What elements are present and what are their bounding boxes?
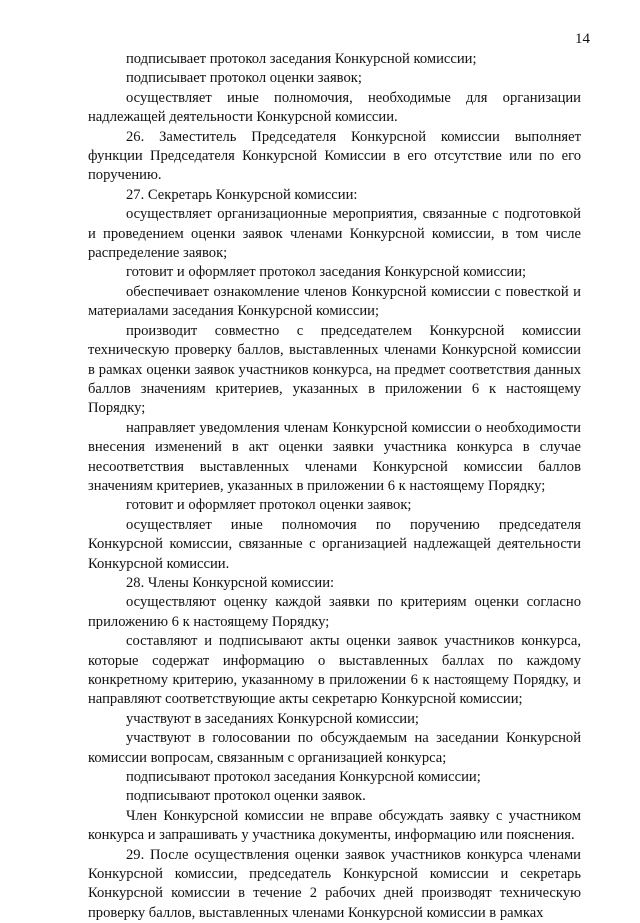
paragraph: подписывает протокол заседания Конкурсной комиссии; [126,51,477,67]
paragraph: Член Конкурсной комиссии не вправе обсуждать заявку с участником конкурса и запрашивать у участника документы, информацию или пояснения. [88,807,581,844]
paragraph: 26. Заместитель Председателя Конкурсной комиссии выполняет функции Председателя Конкурсной Комиссии в его отсутствие или по его поручению. [88,128,581,184]
paragraph: осуществляет организационные мероприятия, связанные с подготовкой и проведением оценки заявок членами Конкурсной комиссии, в том числе распределение заявок; [88,206,581,262]
paragraph: 28. Члены Конкурсной комиссии: [126,574,335,591]
paragraph: составляют и подписывают акты оценки заявок участников конкурса, которые содержат информацию о выставленных баллах по каждому конкретному критерию, указанному в приложении 6 к настоящему Порядку, и направляют соответствующие акты секретарю Конкурсной комиссии; [88,633,581,708]
paragraph: 29. После осуществления оценки заявок участников конкурса членами Конкурсной комиссии, председатель Конкурсной комиссии и секретарь Конкурсной комиссии в течение 2 рабочих дней производят техническую проверку баллов, выставленных членами Конкурсной комиссии в рамках [88,846,581,921]
paragraph: участвуют в голосовании по обсуждаемым на заседании Конкурсной комиссии вопросам, связанным с организацией конкурса; [88,730,581,766]
paragraph: осуществляет иные полномочия по поручению председателя Конкурсной комиссии, связанные с организацией надлежащей деятельности Конкурсной комиссии. [88,516,581,572]
paragraph: осуществляют оценку каждой заявки по критериям оценки согласно приложению 6 к настоящему Порядку; [88,594,581,630]
paragraph: осуществляет иные полномочия, необходимые для организации надлежащей деятельности Конкурсной комиссии. [88,89,581,126]
paragraph: обеспечивает ознакомление членов Конкурсной комиссии с повесткой и материалами заседания Конкурсной комиссии; [88,283,581,320]
paragraph: производит совместно с председателем Конкурсной комиссии техническую проверку баллов, выставленных членами Конкурсной комиссии в рамках оценки заявок участников конкурса, на предмет соответствия данных баллов значениям критериев, указанных в приложении 6 к настоящему Порядку; [88,322,581,417]
paragraph: готовит и оформляет протокол оценки заявок; [126,497,412,514]
paragraph: подписывает протокол оценки заявок; [126,70,362,87]
paragraph: направляет уведомления членам Конкурсной комиссии о необходимости внесения изменений в акт оценки заявки участника конкурса в случае несоответствия выставленных членами Конкурсной комиссии баллов значениям критериев, указанных в приложении 6 к настоящему Порядку; [88,419,581,494]
paragraph: участвуют в заседаниях Конкурсной комиссии; [126,710,419,727]
paragraph: готовит и оформляет протокол заседания Конкурсной комиссии; [126,264,527,281]
paragraph: 27. Секретарь Конкурсной комиссии: [126,186,358,203]
page-number: 14 [575,31,590,47]
document-body [88,50,581,923]
paragraph: подписывают протокол оценки заявок. [126,788,366,805]
paragraph: подписывают протокол заседания Конкурсной комиссии; [126,769,481,786]
